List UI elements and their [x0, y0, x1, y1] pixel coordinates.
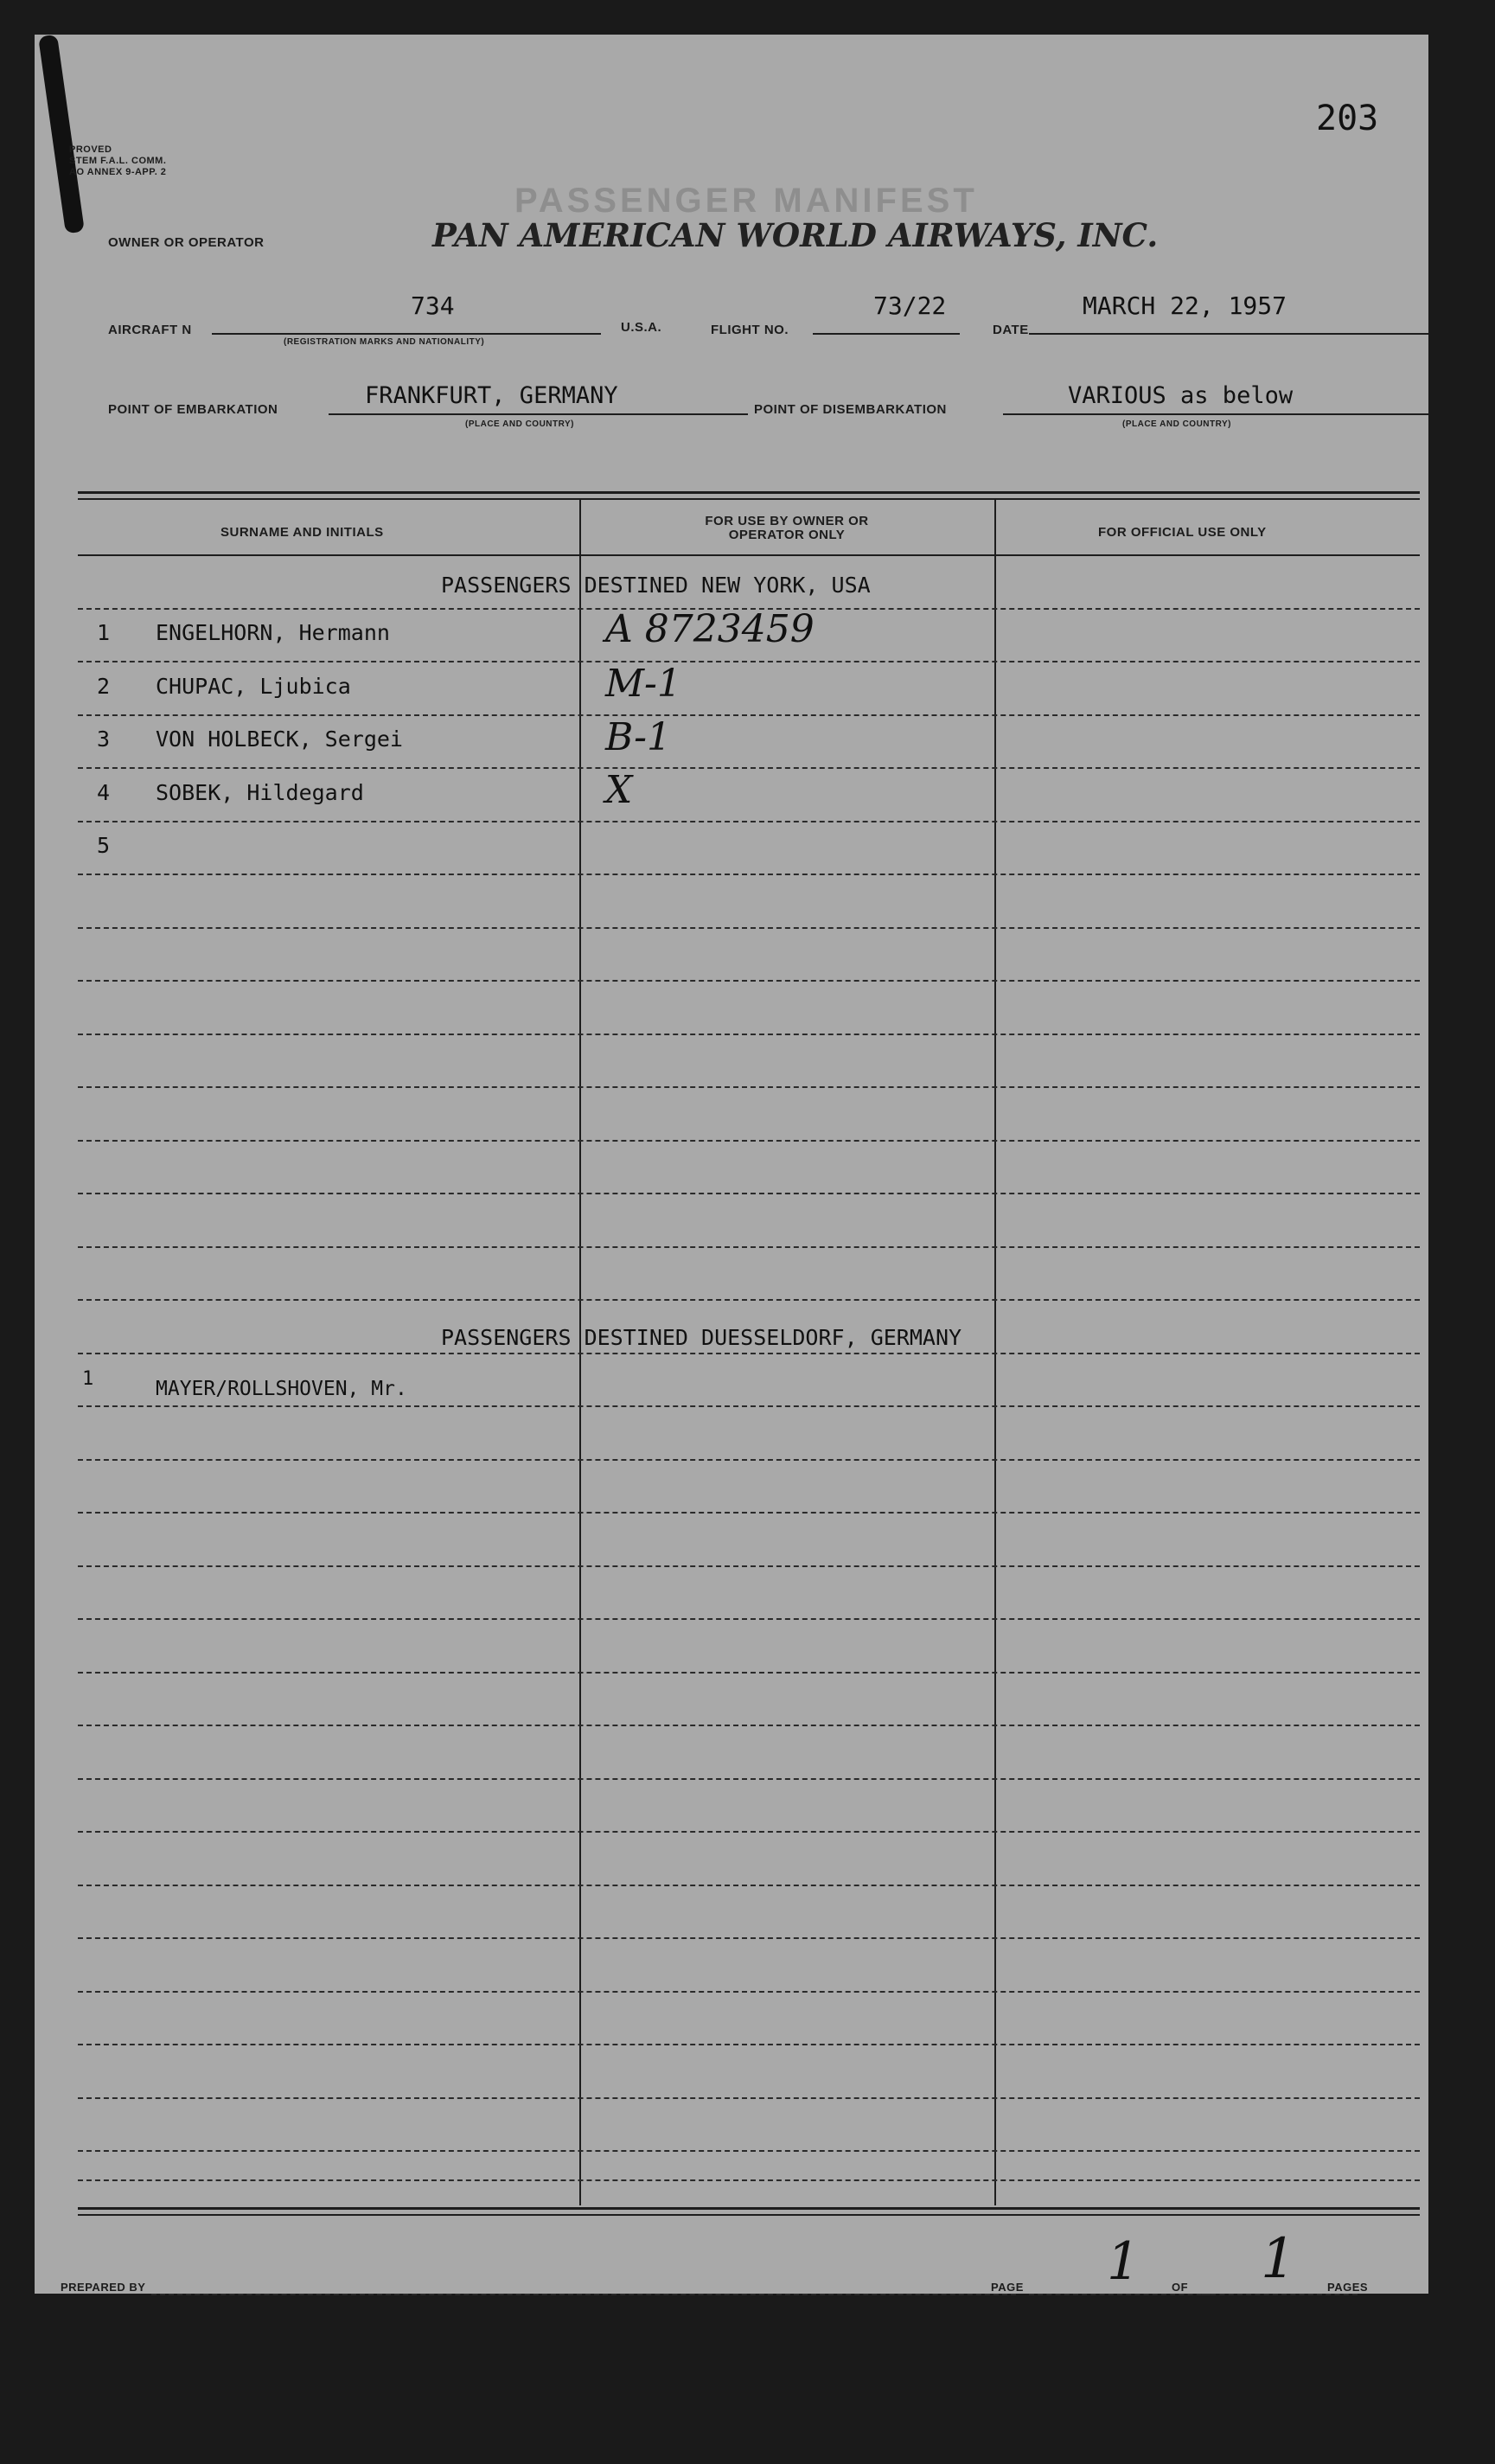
disembark-caption: (PLACE AND COUNTRY)	[1122, 419, 1231, 429]
approval-line: PROVED	[69, 144, 112, 155]
row-number: 3	[97, 726, 111, 752]
row-number: 1	[97, 620, 111, 645]
date-label: DATE	[993, 323, 1029, 337]
embark-label: POINT OF EMBARKATION	[108, 402, 278, 417]
manifest-page	[35, 35, 1428, 2294]
manifest-date: MARCH 22, 1957	[1083, 291, 1287, 320]
passenger-name: CHUPAC, Ljubica	[156, 674, 351, 699]
passenger-name: MAYER/ROLLSHOVEN, Mr.	[156, 1378, 407, 1400]
flight-label: FLIGHT NO.	[711, 323, 789, 337]
owner-label: OWNER OR OPERATOR	[108, 235, 265, 250]
form-title: PASSENGER MANIFEST	[514, 182, 978, 220]
aircraft-label: AIRCRAFT N	[108, 323, 192, 337]
handwritten-note: A 8723459	[605, 607, 815, 651]
col-header-surname: SURNAME AND INITIALS	[220, 525, 384, 540]
page-label: PAGE	[991, 2281, 1024, 2294]
pages-label: PAGES	[1327, 2281, 1369, 2294]
operator-name: PAN AMERICAN WORLD AIRWAYS, INC.	[432, 216, 1159, 254]
passenger-name: ENGELHORN, Hermann	[156, 620, 390, 645]
handwritten-note: X	[605, 768, 633, 812]
embark-value: FRANKFURT, GERMANY	[365, 382, 618, 409]
approval-note	[69, 144, 166, 178]
of-label: OF	[1172, 2281, 1189, 2294]
row-number: 4	[97, 780, 111, 805]
handwritten-note: M-1	[605, 662, 681, 706]
approval-line: STEM F.A.L. COMM.	[69, 156, 167, 166]
col-header-official: FOR OFFICIAL USE ONLY	[1098, 525, 1267, 540]
page-number: 203	[1316, 99, 1379, 138]
section-heading-new-york: PASSENGERS DESTINED NEW YORK, USA	[441, 573, 871, 598]
col-header-owner-use: FOR USE BY OWNER OR OPERATOR ONLY	[705, 514, 869, 542]
prepared-by-label: PREPARED BY	[61, 2281, 146, 2294]
pages-value: 1	[1261, 2227, 1296, 2291]
row-number: 1	[82, 1368, 94, 1390]
section-heading-duesseldorf: PASSENGERS DESTINED DUESSELDORF, GERMANY	[441, 1325, 962, 1350]
flight-number: 73/22	[873, 291, 947, 320]
approval-line: AO ANNEX 9-APP. 2	[69, 167, 167, 177]
handwritten-note: B-1	[605, 715, 672, 759]
aircraft-number: 734	[411, 291, 455, 320]
passenger-name: SOBEK, Hildegard	[156, 780, 364, 805]
registration-caption: (REGISTRATION MARKS AND NATIONALITY)	[284, 337, 485, 347]
row-number: 5	[97, 833, 111, 858]
passenger-name: VON HOLBECK, Sergei	[156, 726, 403, 752]
ink-mark	[38, 35, 85, 234]
disembark-label: POINT OF DISEMBARKATION	[754, 402, 947, 417]
row-number: 2	[97, 674, 111, 699]
page-value: 1	[1107, 2231, 1140, 2292]
usa-label: U.S.A.	[621, 320, 662, 335]
disembark-value: VARIOUS as below	[1068, 382, 1294, 409]
embark-caption: (PLACE AND COUNTRY)	[465, 419, 574, 429]
